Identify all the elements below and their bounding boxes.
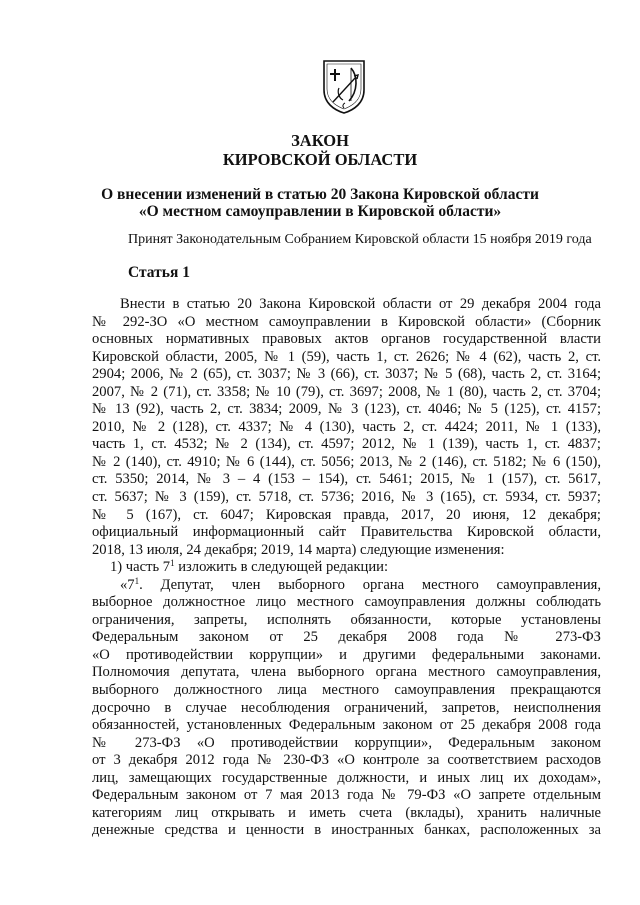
quote-line: № 273-ФЗ «О противодействии коррупции», Федеральным законом [92,734,601,751]
quote-line: денежные средства и ценности в иностранных банках, расположенных за [92,822,601,839]
quote-line: Федеральным законом от 7 мая 2013 года № 79-ФЗ «О запрете отдельным [92,787,601,804]
quote-line: выборного должностного лица местного самоуправления прекращаются [92,682,601,699]
article-heading: Статья 1 [128,264,190,281]
quote-first-rest: . Депутат, член выборного органа местного самоуправления, [139,576,601,593]
quote-line: от 3 декабря 2012 года № 230-ФЗ «О контроле за соответствием расходов [92,752,601,769]
body-line: Внести в статью 20 Закона Кировской области от 29 декабря 2004 года [120,296,601,312]
quote-line: Федеральным законом от 25 декабря 2008 года № 273-ФЗ [92,629,601,646]
quote-line: категориям лиц открывать и иметь счета (вклады), хранить наличные [92,804,601,821]
body-line: № 292-ЗО «О местном самоуправлении в Кировской области» (Сборник [92,313,601,330]
law-title: ЗАКОН [291,131,349,150]
quote-line: выборное должностное лицо местного самоуправления должны соблюдать [92,594,601,611]
law-subject-line-2: «О местном самоуправлении в Кировской области» [138,203,502,220]
body-line: № 13 (92), часть 2, ст. 3834; 2009, № 3 (123), ст. 4046; № 5 (125), ст. 4157; [92,401,601,418]
quote-superscript: 1 [134,575,140,586]
body-line: официальный информационный сайт Правительства Кировской области, [92,524,601,541]
body-line: ст. 5637; № 3 (159), ст. 5718, ст. 5736; 2016, № 3 (165), ст. 5934, ст. 5937; [92,489,601,506]
quote-line: Полномочия депутата, члена выборного органа местного самоуправления, [92,664,601,681]
body-line: № 5 (167), ст. 6047; Кировская правда, 2017, 20 июня, 12 декабря; [92,506,601,523]
body-line: 2010, № 2 (128), ст. 4337; № 4 (130), часть 2, ст. 4424; 2011, № 1 (133), [92,418,601,435]
item-1-prefix: 1) часть 7 [110,559,171,576]
body-line: 2018, 13 июля, 24 декабря; 2019, 14 марта) следующие изменения: [92,541,505,558]
item-1-superscript: 1 [170,558,175,569]
law-subject-line-1: О внесении изменений в статью 20 Закона Кировской области [101,186,539,203]
kirov-region-coat-of-arms-icon [321,58,367,114]
quote-line: ограничения, запреты, исполнять обязанности, которые установлены [92,611,601,628]
body-line: № 2 (140), ст. 4910; № 6 (144), ст. 5056; 2013, № 2 (146), ст. 5182; № 6 (150), [92,453,601,470]
body-line: основных нормативных правовых актов органов государственной власти [92,331,601,348]
quote-line: обязанностей, установленных Федеральным законом от 25 декабря 2008 года [92,717,601,734]
quote-line: досрочно в случае несоблюдения ограничений, запретов, неисполнения [92,699,601,716]
body-line: Кировской области, 2005, № 1 (59), часть 1, ст. 2626; № 4 (62), часть 2, ст. [92,348,601,365]
law-region: КИРОВСКОЙ ОБЛАСТИ [222,150,418,169]
body-line: 2007, № 2 (71), ст. 3358; № 10 (79), ст. 3697; 2008, № 1 (80), часть 2, ст. 3704; [92,383,601,400]
quote-line: «О противодействии коррупции» и другими федеральными законами. [92,646,601,663]
body-line: часть 1, ст. 4532; № 2 (134), ст. 4597; 2012, № 1 (139), часть 1, ст. 4837; [92,436,601,453]
article-body [92,296,601,840]
quote-first-line [92,577,601,595]
quote-line: лиц, замещающих государственные должности, и иных лиц их доходам», [92,769,601,786]
item-1-line [92,559,601,577]
body-line: ст. 5350; 2014, № 3 – 4 (153 – 154), ст. 5461; 2015, № 1 (157), ст. 5617, [92,471,601,488]
adoption-note: Принят Законодательным Собранием Кировской области 15 ноября 2019 года [128,232,592,247]
quote-prefix: «7 [120,576,135,593]
body-line: 2904; 2006, № 2 (65), ст. 3037; № 3 (66), ст. 3037; № 5 (68), часть 2, ст. 3164; [92,366,601,383]
item-1-suffix: изложить в следующей редакции: [174,559,389,576]
